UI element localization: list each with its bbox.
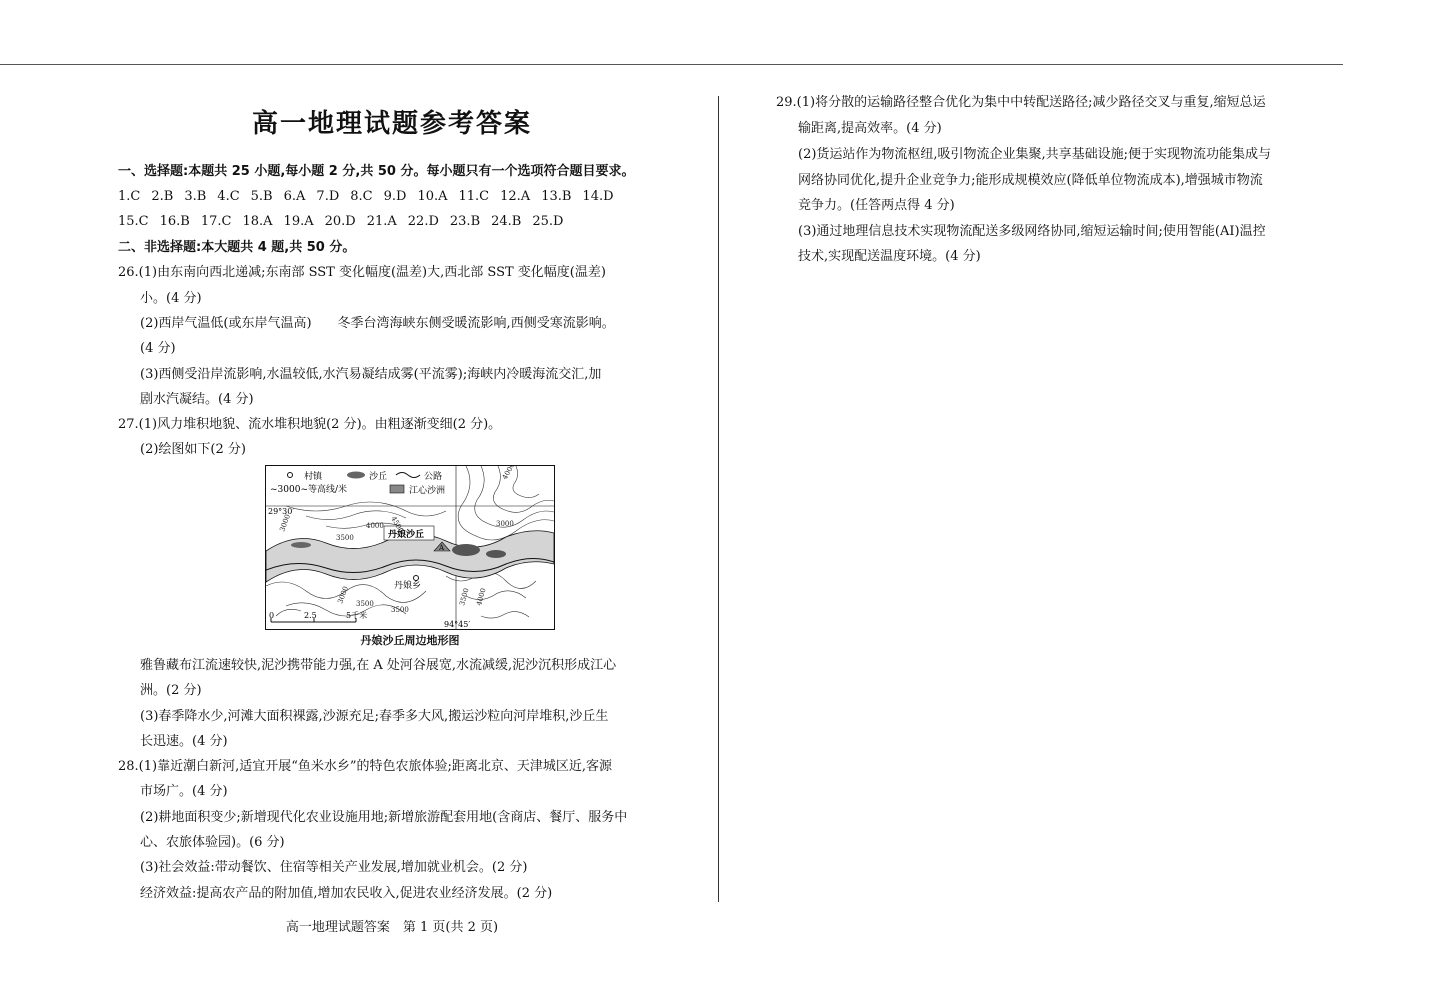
point-a-label: A bbox=[439, 544, 445, 552]
q26-line-1: 26.(1)由东南向西北递减;东南部 SST 变化幅度(温差)大,西北部 SST 变化幅度(温差) bbox=[118, 265, 606, 280]
town-name-label: 丹娘乡 bbox=[394, 581, 422, 591]
q26-line-4: (4 分) bbox=[140, 341, 176, 356]
choice-answer: 19.A bbox=[283, 214, 314, 229]
top-rule bbox=[0, 64, 1343, 65]
choice-answer: 21.A bbox=[366, 214, 397, 229]
choice-answer: 11.C bbox=[458, 189, 490, 204]
q29-line-5: 竞争力。(任答两点得 4 分) bbox=[798, 198, 955, 213]
contour-label: 3000 bbox=[496, 520, 514, 528]
answers-row-1 bbox=[118, 188, 625, 206]
choice-answer: 8.C bbox=[350, 189, 373, 204]
choice-answer: 16.B bbox=[159, 214, 190, 229]
choice-answer: 23.B bbox=[449, 214, 481, 229]
choice-answer: 14.D bbox=[582, 189, 614, 204]
q29-line-2: 输距离,提高效率。(4 分) bbox=[798, 121, 942, 136]
scale-zero: 0 bbox=[269, 611, 275, 620]
q27-line-4: 洲。(2 分) bbox=[140, 683, 202, 698]
choice-answer: 3.B bbox=[184, 189, 207, 204]
scale-end: 5千米 bbox=[346, 611, 368, 620]
choice-answer: 15.C bbox=[118, 214, 149, 229]
legend-dune: 沙丘 bbox=[369, 472, 388, 482]
section2-header: 二、非选择题:本大题共 4 题,共 50 分。 bbox=[118, 240, 356, 255]
map-caption: 丹娘沙丘周边地形图 bbox=[360, 634, 460, 647]
choice-answer: 22.D bbox=[407, 214, 439, 229]
document-title: 高一地理试题参考答案 bbox=[251, 109, 532, 139]
contour-label: 4000 bbox=[500, 466, 517, 481]
q26-line-6: 剧水汽凝结。(4 分) bbox=[140, 392, 254, 407]
contour-label: 4000 bbox=[366, 522, 384, 530]
q27-line-1: 27.(1)风力堆积地貌、流水堆积地貌(2 分)。由粗逐渐变细(2 分)。 bbox=[118, 417, 502, 432]
q29-line-4: 网络协同优化,提升企业竞争力;能形成规模效应(降低单位物流成本),增强城市物流 bbox=[798, 173, 1263, 188]
q26-line-2: 小。(4 分) bbox=[140, 291, 202, 306]
choice-answer: 24.B bbox=[491, 214, 522, 229]
q26-line-5: (3)西侧受沿岸流影响,水温较低,水汽易凝结成雾(平流雾);海峡内冷暖海流交汇,加 bbox=[140, 367, 602, 382]
contour-label: 3000 bbox=[278, 513, 292, 533]
dune-legend-icon bbox=[347, 472, 365, 479]
contour-label: 3500 bbox=[458, 587, 471, 607]
choice-answer: 13.B bbox=[541, 189, 572, 204]
page-footer: 高一地理试题答案 第 1 页(共 2 页) bbox=[285, 920, 499, 935]
terrain-map-figure bbox=[265, 465, 555, 648]
town-icon bbox=[414, 576, 419, 581]
q28-line-1: 28.(1)靠近潮白新河,适宜开展“鱼米水乡”的特色农旅体验;距离北京、天津城区近,客源 bbox=[118, 759, 613, 774]
scale-mid: 2.5 bbox=[304, 611, 317, 620]
q27-line-6: 长迅速。(4 分) bbox=[140, 734, 228, 749]
dune-shape bbox=[452, 544, 480, 556]
choice-answer: 12.A bbox=[500, 189, 531, 204]
choice-answer: 7.D bbox=[316, 189, 340, 204]
q28-line-2: 市场广。(4 分) bbox=[140, 784, 228, 799]
q27-line-3: 雅鲁藏布江流速较快,泥沙携带能力强,在 A 处河谷展宽,水流减缓,泥沙沉积形成江心 bbox=[140, 658, 617, 673]
answers-row-2 bbox=[118, 213, 574, 231]
choice-answer: 20.D bbox=[324, 214, 356, 229]
legend-sandbar: 江心沙洲 bbox=[409, 486, 446, 496]
q27-line-2: (2)绘图如下(2 分) bbox=[140, 442, 246, 457]
q27-line-5: (3)春季降水少,河滩大面积裸露,沙源充足;春季多大风,搬运沙粒向河岸堆积,沙丘生 bbox=[140, 709, 609, 724]
q28-line-6: 经济效益:提高农产品的附加值,增加农民收入,促进农业经济发展。(2 分) bbox=[140, 886, 553, 901]
choice-answer: 18.A bbox=[242, 214, 273, 229]
longitude-label: 94°45′ bbox=[444, 620, 471, 629]
contour-label: 4500 bbox=[389, 515, 406, 535]
choice-answer: 17.C bbox=[200, 214, 232, 229]
q28-line-4: 心、农旅体验园)。(6 分) bbox=[140, 835, 285, 850]
q28-line-5: (3)社会效益:带动餐饮、住宿等相关产业发展,增加就业机会。(2 分) bbox=[140, 860, 528, 875]
choice-answer: 6.A bbox=[283, 189, 306, 204]
q29-line-3: (2)货运站作为物流枢纽,吸引物流企业集聚,共享基础设施;便于实现物流功能集成与 bbox=[798, 147, 1272, 162]
q29-line-1: 29.(1)将分散的运输路径整合优化为集中中转配送路径;减少路径交叉与重复,缩短总运 bbox=[776, 95, 1266, 110]
dune-name-label: 丹娘沙丘 bbox=[388, 530, 425, 540]
dune-shape bbox=[486, 550, 506, 558]
choice-answer: 25.D bbox=[532, 214, 564, 229]
q28-line-3: (2)耕地面积变少;新增现代化农业设施用地;新增旅游配套用地(含商店、餐厅、服务中 bbox=[140, 810, 628, 825]
sandbar-legend-icon bbox=[390, 485, 404, 493]
choice-answer: 10.A bbox=[417, 189, 448, 204]
contour-label: 3000 bbox=[336, 585, 350, 605]
choice-answer: 1.C bbox=[118, 189, 141, 204]
legend-village: 村镇 bbox=[304, 472, 323, 482]
q29-line-6: (3)通过地理信息技术实现物流配送多级网络协同,缩短运输时间;使用智能(AI)温控 bbox=[798, 224, 1266, 239]
latitude-label: 29°30′ bbox=[268, 507, 295, 516]
choice-answer: 2.B bbox=[151, 189, 174, 204]
legend-contour: ~3000~等高线/米 bbox=[270, 485, 348, 495]
terrain-map-svg bbox=[266, 466, 554, 629]
choice-answer: 4.C bbox=[217, 189, 240, 204]
contour-label: 3500 bbox=[336, 534, 354, 542]
column-divider bbox=[718, 96, 719, 902]
contour-label: 3500 bbox=[391, 606, 409, 614]
contour-label: 4000 bbox=[475, 587, 488, 607]
legend-road: 公路 bbox=[424, 472, 443, 482]
choice-answer: 5.B bbox=[250, 189, 273, 204]
q26-line-3: (2)西岸气温低(或东岸气温高) 冬季台湾海峡东侧受暖流影响,西侧受寒流影响。 bbox=[140, 316, 615, 331]
q29-line-7: 技术,实现配送温度环境。(4 分) bbox=[798, 249, 981, 264]
choice-answer: 9.D bbox=[383, 189, 407, 204]
contour-label: 3500 bbox=[356, 600, 374, 608]
terrain-map bbox=[265, 465, 555, 630]
section1-header: 一、选择题:本题共 25 小题,每小题 2 分,共 50 分。每小题只有一个选项符合题目要求。 bbox=[118, 164, 635, 179]
dune-shape bbox=[291, 542, 311, 548]
